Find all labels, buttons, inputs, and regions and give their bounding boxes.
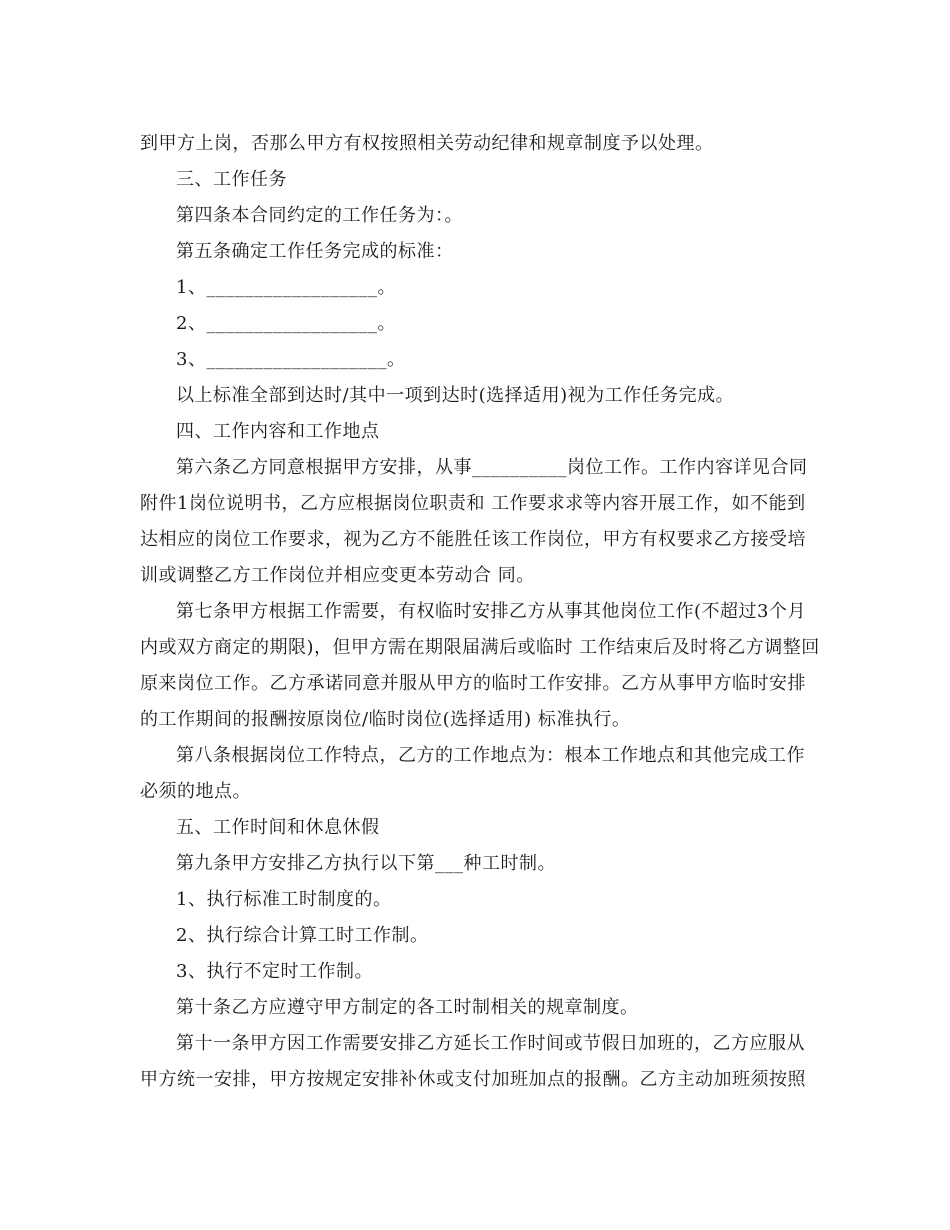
article-10: 第十条乙方应遵守甲方制定的各工时制相关的规章制度。 [176,997,639,1018]
article-5: 第五条确定工作任务完成的标准： [176,241,454,262]
hours-option-2: 2、执行综合计算工时工作制。 [176,925,429,946]
article-9: 第九条甲方安排乙方执行以下第___种工时制。 [176,853,556,874]
document-body [140,126,820,1098]
completion-criteria: 以上标准全部到达时/其中一项到达时(选择适用)视为工作任务完成。 [176,385,735,406]
article-11: 第十一条甲方因工作需要安排乙方延长工作时间或节假日加班的，乙方应服从甲方统一安排，甲方按规定安排补休或支付加班加点的报酬。乙方主动加班须按照 [140,1033,806,1090]
paragraph-continuation: 到甲方上岗，否那么甲方有权按照相关劳动纪律和规章制度予以处理。 [140,133,714,154]
article-7: 第七条甲方根据工作需要，有权临时安排乙方从事其他岗位工作(不超过3个月内或双方商定的期限)，但甲方需在期限届满后或临时 工作结束后及时将乙方调整回原来岗位工作。乙方承诺同意并服从甲方的临时工作安排。乙方从事甲方临时安排的工作期间的报酬按原岗位/临时岗位(选择适用) 标准执行。 [140,601,820,730]
standard-item-1: 1、__________________。 [176,277,396,298]
hours-option-1: 1、执行标准工时制度的。 [176,889,392,910]
standard-item-3: 3、___________________。 [176,349,406,370]
section-heading-work-hours: 五、工作时间和休息休假 [176,817,380,838]
standard-item-2: 2、__________________。 [176,313,396,334]
article-4: 第四条本合同约定的工作任务为：。 [176,205,463,226]
section-heading-work-tasks: 三、工作任务 [176,169,287,190]
section-heading-content-location: 四、工作内容和工作地点 [176,421,380,442]
hours-option-3: 3、执行不定时工作制。 [176,961,373,982]
article-6: 第六条乙方同意根据甲方安排，从事__________岗位工作。工作内容详见合同附件1岗位说明书，乙方应根据岗位职责和 工作要求求等内容开展工作，如不能到达相应的岗位工作要求，视为乙方不能胜任该工作岗位，甲方有权要求乙方接受培训或调整乙方工作岗位并相应变更本劳动合 同。 [140,457,808,586]
article-8: 第八条根据岗位工作特点，乙方的工作地点为：根本工作地点和其他完成工作必须的地点。 [140,745,805,802]
